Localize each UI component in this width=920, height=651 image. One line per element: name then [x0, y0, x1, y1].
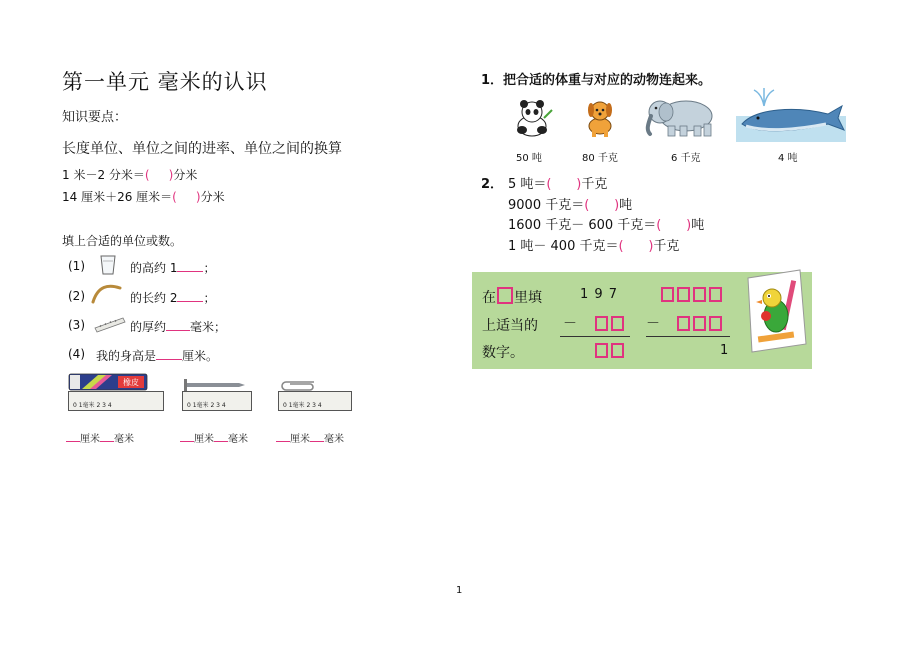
weight-label-3: 6 千克 — [671, 153, 701, 164]
question-2-line-1: 5 吨＝( )千克 — [508, 177, 608, 192]
conversion-2-unit: 分米 — [200, 190, 225, 204]
item-4-number: (4) — [68, 347, 85, 361]
item-3-text: 的厚约 毫米； — [130, 320, 227, 334]
answer-blank[interactable] — [166, 330, 190, 331]
weight-label-1: 50 吨 — [516, 153, 542, 164]
question-2-line-3: 1600 千克－ 600 千克＝( )吨 — [508, 218, 705, 233]
puzzle-instruction-2: 上适当的 — [482, 318, 538, 334]
digit-box[interactable] — [693, 316, 706, 331]
item-2-number: (2) — [68, 289, 85, 303]
mm-blank[interactable] — [310, 441, 324, 442]
sample-box — [497, 287, 513, 304]
weight-label-4: 4 吨 — [778, 153, 798, 164]
item-1-number: (1) — [68, 259, 85, 273]
question-1: 1．把合适的体重与对应的动物连起来。 — [481, 73, 712, 88]
item-3-number: (3) — [68, 318, 85, 332]
cup-icon — [98, 253, 118, 277]
digit-box[interactable] — [611, 316, 624, 331]
mm-blank[interactable] — [214, 441, 228, 442]
measure-answer-1: 厘米 毫米 — [66, 430, 134, 445]
paper-clip-icon — [278, 378, 318, 392]
cm-blank[interactable] — [66, 441, 80, 442]
eraser-label: 橡皮 — [123, 378, 139, 387]
eraser-icon — [68, 372, 148, 392]
answer-paren[interactable]: ( ) — [546, 177, 582, 192]
answer-paren[interactable]: ( ) — [144, 168, 174, 182]
whale-icon — [736, 86, 846, 142]
conversion-1 — [62, 166, 197, 183]
weight-label-2: 80 千克 — [582, 153, 618, 164]
knowledge-heading: 知识要点： — [62, 110, 128, 125]
measure-answer-2: 厘米 毫米 — [180, 430, 248, 445]
item-1-text: 的高约 1 ； — [130, 261, 216, 275]
digit-box[interactable] — [693, 287, 706, 302]
answer-paren[interactable]: ( ) — [172, 190, 201, 204]
digit-box[interactable] — [677, 316, 690, 331]
digit-box[interactable] — [709, 287, 722, 302]
rope-icon — [90, 282, 124, 306]
parrot-icon — [742, 268, 808, 354]
mm-blank[interactable] — [100, 441, 114, 442]
measure-answer-3: 厘米 毫米 — [276, 430, 344, 445]
ruler-2 — [182, 391, 252, 411]
question-2-line-2: 9000 千克＝( )吨 — [508, 198, 633, 213]
unit-title: 第一单元 毫米的认识 — [62, 70, 268, 94]
ruler-3 — [278, 391, 352, 411]
puzzle-1-rule — [560, 336, 630, 337]
cm-blank[interactable] — [276, 441, 290, 442]
answer-paren[interactable]: ( ) — [656, 218, 692, 233]
fill-heading: 填上合适的单位或数。 — [62, 234, 183, 248]
ruler-1 — [68, 391, 164, 411]
digit-box[interactable] — [595, 343, 608, 358]
question-2-number: 2． — [481, 177, 504, 192]
question-2-line-4: 1 吨－ 400 千克＝( )千克 — [508, 239, 680, 254]
ruler-1-labels: 0 1毫米 2 3 4 — [73, 402, 112, 409]
puzzle-1-digits: 1 9 7 — [580, 287, 619, 302]
puzzle-2-result: 1 — [720, 343, 729, 358]
puzzle-2-rule — [646, 336, 730, 337]
conversion-1-unit: 分米 — [173, 168, 198, 182]
knowledge-text: 长度单位、单位之间的进率、单位之间的换算 — [62, 141, 342, 157]
puzzle-1-minus: － — [563, 316, 577, 332]
answer-paren[interactable]: ( ) — [584, 198, 620, 213]
dog-icon — [582, 98, 618, 138]
nail-icon — [182, 378, 246, 392]
ruler-2-labels: 0 1毫米 2 3 4 — [187, 402, 226, 409]
ruler-icon — [93, 314, 127, 334]
conversion-2 — [62, 188, 225, 205]
digit-box[interactable] — [595, 316, 608, 331]
answer-paren[interactable]: ( ) — [618, 239, 654, 254]
item-4-text: 我的身高是 厘米。 — [96, 349, 219, 363]
puzzle-2-minus: － — [646, 316, 660, 332]
digit-box[interactable] — [709, 316, 722, 331]
cm-blank[interactable] — [180, 441, 194, 442]
answer-blank[interactable] — [177, 301, 203, 302]
digit-box[interactable] — [611, 343, 624, 358]
conversion-2-expression: 14 厘米＋26 厘米＝ — [62, 190, 173, 204]
digit-box[interactable] — [677, 287, 690, 302]
elephant-icon — [642, 96, 722, 138]
digit-box[interactable] — [661, 287, 674, 302]
panda-icon — [510, 98, 554, 138]
answer-blank[interactable] — [177, 271, 203, 272]
ruler-3-labels: 0 1毫米 2 3 4 — [283, 402, 322, 409]
puzzle-instruction-3: 数字。 — [482, 345, 524, 361]
page-number: 1 — [456, 585, 463, 596]
conversion-1-expression: 1 米－2 分米＝ — [62, 168, 145, 182]
item-2-text: 的长约 2 ； — [130, 291, 216, 305]
answer-blank[interactable] — [156, 359, 182, 360]
puzzle-instruction-1: 在 里填 — [482, 287, 542, 307]
